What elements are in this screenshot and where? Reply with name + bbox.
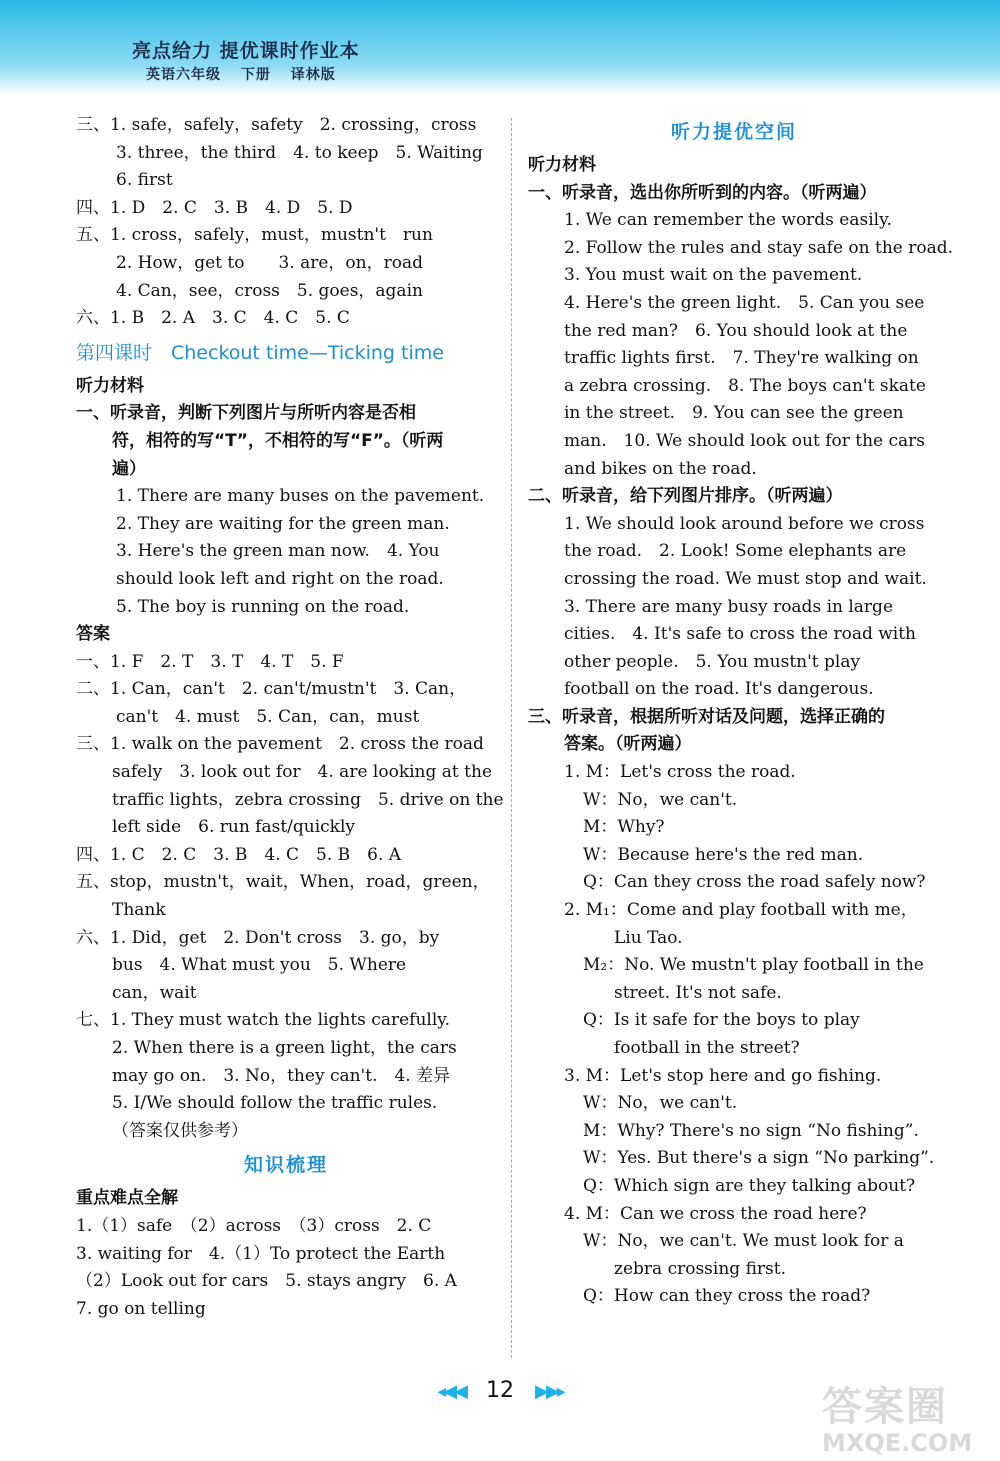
left-line-6: 4. Can，see，cross 5. goes，again [116,280,423,301]
left-line-23: safely 3. look out for 4. are looking at the [112,762,493,783]
watermark [822,1385,972,1457]
left-line-30: bus 4. What must you 5. Where [112,955,407,976]
prev-arrows-icon: ◂◀◀ [437,1381,465,1402]
left-line-7: 六、1. B 2. A 3. C 4. C 5. C [76,308,350,329]
next-arrows-icon: ▶▶▸ [535,1381,563,1402]
right-line-36: M：Why? There's no sign “No fishing”. [583,1120,919,1141]
left-line-8: 第四课时 Checkout time—Ticking time [76,341,444,364]
right-line-13: 二、听录音，给下列图片排序。（听两遍） [528,486,843,507]
left-line-32: 七、1. They must watch the lights carefully. [76,1010,451,1031]
book-subtitle [146,64,350,84]
left-line-27: 五、stop，mustn't，wait，When，road，green， [76,872,490,893]
left-line-28: Thank [112,900,166,921]
left-line-11: 符，相符的写“T”，不相符的写“F”。（听两 [112,430,444,451]
left-line-15: 3. Here's the green man now. 4. You [116,541,440,562]
right-line-22: 答案。（听两遍） [564,734,692,755]
left-line-12: 遍） [112,458,146,479]
left-line-26: 四、1. C 2. C 3. B 4. C 5. B 6. A [76,844,402,865]
page-number: 12 [486,1378,514,1403]
right-line-39: 4. M：Can we cross the road here? [564,1203,867,1224]
left-line-24: traffic lights，zebra crossing 5. drive on the [112,789,504,810]
watermark-line1: 答案圈 [822,1384,948,1430]
right-line-20: football on the road. It's dangerous. [564,679,874,700]
right-line-16: crossing the road. We must stop and wait. [564,568,927,589]
left-line-13: 1. There are many buses on the pavement. [116,486,485,507]
right-line-18: cities. 4. It's safe to cross the road with [564,624,917,645]
left-line-18: 答案 [76,624,110,645]
left-line-2: 6. first [116,170,173,191]
right-line-41: zebra crossing first. [614,1258,786,1279]
right-line-17: 3. There are many busy roads in large [564,596,894,617]
left-line-41: （2）Look out for cars 5. stays angry 6. A [76,1271,457,1292]
left-line-36: （答案仅供参考） [112,1120,248,1141]
edition-label: 译林版 [290,67,336,83]
left-line-14: 2. They are waiting for the green man. [116,513,450,534]
right-line-5: 3. You must wait on the pavement. [564,265,863,286]
right-line-15: the road. 2. Look! Some elephants are [564,541,907,562]
right-line-34: 3. M：Let's stop here and go fishing. [564,1065,882,1086]
right-line-19: other people. 5. You mustn't play [564,651,861,672]
right-line-37: W：Yes. But there's a sign “No parking”. [583,1148,935,1169]
left-line-17: 5. The boy is running on the road. [116,596,410,617]
left-line-9: 听力材料 [76,375,144,396]
right-line-27: Q：Can they cross the road safely now? [583,872,926,893]
left-line-4: 五、1. cross，safely，must，mustn't run [76,225,433,246]
volume-label: 下册 [240,67,271,83]
right-line-35: W：No，we can't. [583,1093,738,1114]
right-line-26: W：Because here's the red man. [583,844,864,865]
left-line-42: 7. go on telling [76,1298,206,1319]
right-line-10: in the street. 9. You can see the green [564,403,904,424]
left-line-10: 一、听录音，判断下列图片与所听内容是否相 [76,403,416,424]
left-line-35: 5. I/We should follow the traffic rules. [112,1093,438,1114]
right-line-33: football in the street? [614,1038,800,1058]
right-line-32: Q：Is it safe for the boys to play [583,1010,860,1031]
left-line-5: 2. How，get to 3. are，on，road [116,252,423,273]
left-line-37: 知识梳理 [243,1154,328,1177]
right-line-21: 三、听录音，根据所听对话及问题，选择正确的 [528,706,885,727]
watermark-line2: MXQE.COM [822,1429,973,1457]
page-header [0,0,1000,95]
right-line-40: W：No，we can't. We must look for a [583,1231,904,1252]
left-line-25: left side 6. run fast/quickly [112,817,356,838]
right-line-29: Liu Tao. [614,927,683,948]
left-line-34: may go on. 3. No，they can't. 4. 差异 [112,1065,451,1086]
right-line-24: W：No，we can't. [583,789,738,810]
right-line-8: traffic lights first. 7. They're walking on [564,348,919,369]
right-line-11: man. 10. We should look out for the cars [564,430,926,451]
left-line-33: 2. When there is a green light，the cars [112,1038,457,1058]
right-line-25: M：Why? [583,817,665,838]
left-column [76,112,504,1323]
left-line-21: can't 4. must 5. Can，can，must [116,706,420,727]
right-line-38: Q：Which sign are they talking about? [583,1175,916,1196]
right-line-9: a zebra crossing. 8. The boys can't skate [564,375,926,396]
left-line-29: 六、1. Did，get 2. Don't cross 3. go，by [76,927,440,948]
right-column [528,112,954,1311]
right-line-0: 听力提优空间 [670,121,797,143]
right-line-4: 2. Follow the rules and stay safe on the road. [564,237,954,258]
left-line-31: can，wait [112,982,197,1003]
left-line-1: 3. three，the third 4. to keep 5. Waiting [116,142,483,163]
left-line-40: 3. waiting for 4.（1）To protect the Earth [76,1243,446,1264]
right-line-28: 2. M₁：Come and play football with me， [564,900,918,921]
column-divider [511,118,512,1358]
right-line-7: the red man? 6. You should look at the [564,320,908,341]
grade-label: 英语六年级 [146,67,221,83]
right-line-6: 4. Here's the green light. 5. Can you see [564,292,925,313]
right-line-14: 1. We should look around before we cross [564,513,925,534]
right-line-3: 1. We can remember the words easily. [564,210,892,231]
right-line-1: 听力材料 [528,155,596,175]
left-line-38: 重点难点全解 [76,1188,178,1209]
left-line-22: 三、1. walk on the pavement 2. cross the road [76,734,484,755]
right-line-30: M₂：No. We mustn't play football in the [583,955,924,976]
right-line-42: Q：How can they cross the road? [583,1286,871,1307]
left-line-16: should look left and right on the road. [116,568,444,589]
left-line-19: 一、1. F 2. T 3. T 4. T 5. F [76,651,344,672]
right-line-23: 1. M：Let's cross the road. [564,762,796,783]
left-line-0: 三、1. safe，safely，safety 2. crossing，cross [76,115,477,135]
right-line-12: and bikes on the road. [564,458,757,479]
right-line-2: 一、听录音，选出你所听到的内容。（听两遍） [528,182,877,203]
left-line-3: 四、1. D 2. C 3. B 4. D 5. D [76,197,353,218]
right-line-31: street. It's not safe. [614,982,782,1003]
left-line-20: 二、1. Can，can't 2. can't/mustn't 3. Can， [76,679,467,700]
book-title: 亮点给力 提优课时作业本 [132,40,360,62]
left-line-39: 1.（1）safe （2）across （3）cross 2. C [76,1215,432,1236]
